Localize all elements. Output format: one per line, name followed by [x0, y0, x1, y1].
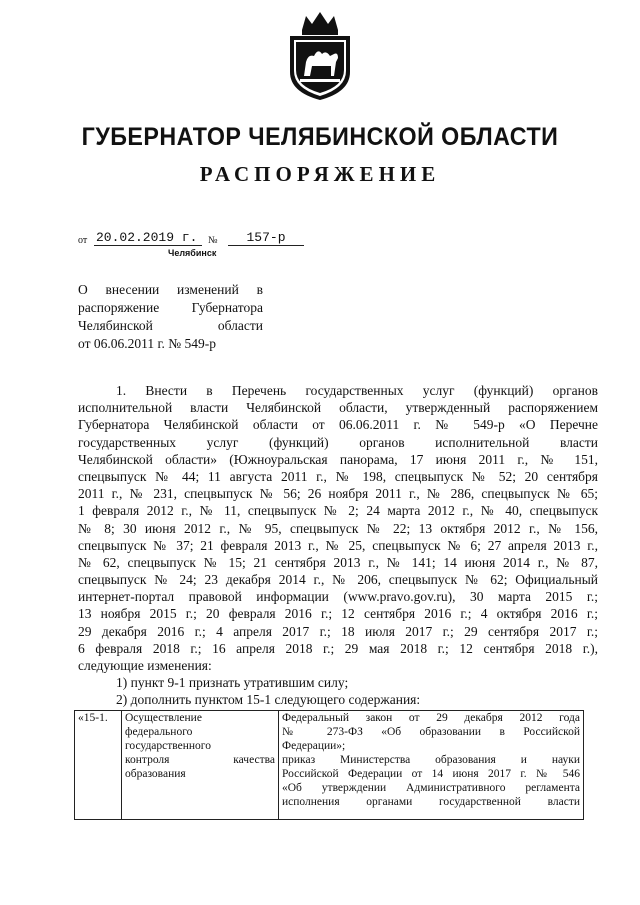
body-line: № 62, спецвыпуск № 15; 21 сентября 2013 г., № 141; 14 июня 2014 г., № 87,: [78, 554, 598, 570]
body-line: спецвыпуск № 24; 23 декабря 2014 г., № 206, спецвыпуск № 62; Официальный: [78, 572, 598, 588]
body-line: 29 декабря 2016 г.; 4 апреля 2017 г.; 18 июля 2017 г.; 29 сентября 2017 г.;: [78, 623, 598, 639]
body-line: 1 февраля 2012 г., № 11, спецвыпуск № 2; 24 марта 2012 г., № 40, спецвыпуск: [78, 503, 598, 519]
city-label: Челябинск: [168, 248, 217, 258]
body-line: 2011 г., № 231, спецвыпуск № 56; 26 ноября 2011 г., № 286, спецвыпуск № 65;: [78, 486, 598, 502]
table-cell-number: «15-1.: [75, 711, 122, 820]
document-date: 20.02.2019 г.: [94, 231, 202, 246]
body-line: спецвыпуск № 44; 11 августа 2011 г., № 198, спецвыпуск № 52; 20 сентября: [78, 468, 598, 484]
table-cell-service: Осуществление федерального государственного контроля качества образования: [122, 711, 279, 820]
subject-line: О внесении изменений в: [78, 282, 263, 297]
document-number: 157-р: [228, 231, 304, 246]
table-cell-legal-basis: Федеральный закон от 29 декабря 2012 года № 273-ФЗ «Об образовании в Российской Федерации»; приказ Министерства образования и науки Российской Федерации от 14 июня 2017 г. № 546 «Об утверждении Административного регламента исполнения органами государственной власти: [279, 711, 584, 820]
body-line: интернет-портал правовой информации (www.pravo.gov.ru), 30 марта 2015 г.;: [78, 589, 598, 605]
body-line: Челябинской области» (Южноуральская панорама, 17 июня 2011 г., № 151,: [78, 451, 598, 467]
page-title: ГУБЕРНАТОР ЧЕЛЯБИНСКОЙ ОБЛАСТИ: [81, 123, 559, 151]
subject-line: от 06.06.2011 г. № 549-р: [78, 336, 216, 351]
body-line: государственных услуг (функций) органов исполнительной власти: [78, 434, 598, 450]
document-type: РАСПОРЯЖЕНИЕ: [199, 162, 441, 186]
body-line: Губернатора Челябинской области от 06.06.2011 г. № 549-р «О Перечне: [78, 417, 598, 433]
from-label: от: [78, 235, 88, 246]
document-subject: [78, 281, 263, 353]
body-line: следующие изменения:: [78, 658, 212, 673]
list-item: 2) дополнить пунктом 15-1 следующего содержания:: [116, 692, 421, 708]
table-row: [75, 711, 584, 820]
body-line: 1. Внести в Перечень государственных услуг (функций) органов: [116, 383, 598, 398]
services-table: [74, 710, 584, 820]
body-line: спецвыпуск № 37; 21 февраля 2013 г., № 25, спецвыпуск № 6; 27 апреля 2013 г.,: [78, 537, 598, 553]
body-line: 13 ноября 2015 г.; 20 февраля 2016 г.; 12 сентября 2016 г.; 4 октября 2016 г.;: [78, 606, 598, 622]
list-item: 1) пункт 9-1 признать утратившим силу;: [116, 675, 349, 691]
number-label: №: [208, 235, 218, 246]
subject-line: Челябинской области: [78, 318, 263, 333]
coat-of-arms-icon: [282, 10, 358, 102]
body-line: исполнительной власти Челябинской области, утвержденный распоряжением: [78, 400, 598, 416]
dateline: [78, 231, 378, 249]
body-line: № 8; 30 июня 2012 г., № 95, спецвыпуск № 22; 13 октября 2012 г., № 156,: [78, 520, 598, 536]
document-body: [78, 382, 598, 709]
subject-line: распоряжение Губернатора: [78, 300, 263, 315]
body-line: 6 февраля 2018 г.; 16 апреля 2018 г.; 29 мая 2018 г.; 12 сентября 2018 г.),: [78, 640, 598, 656]
